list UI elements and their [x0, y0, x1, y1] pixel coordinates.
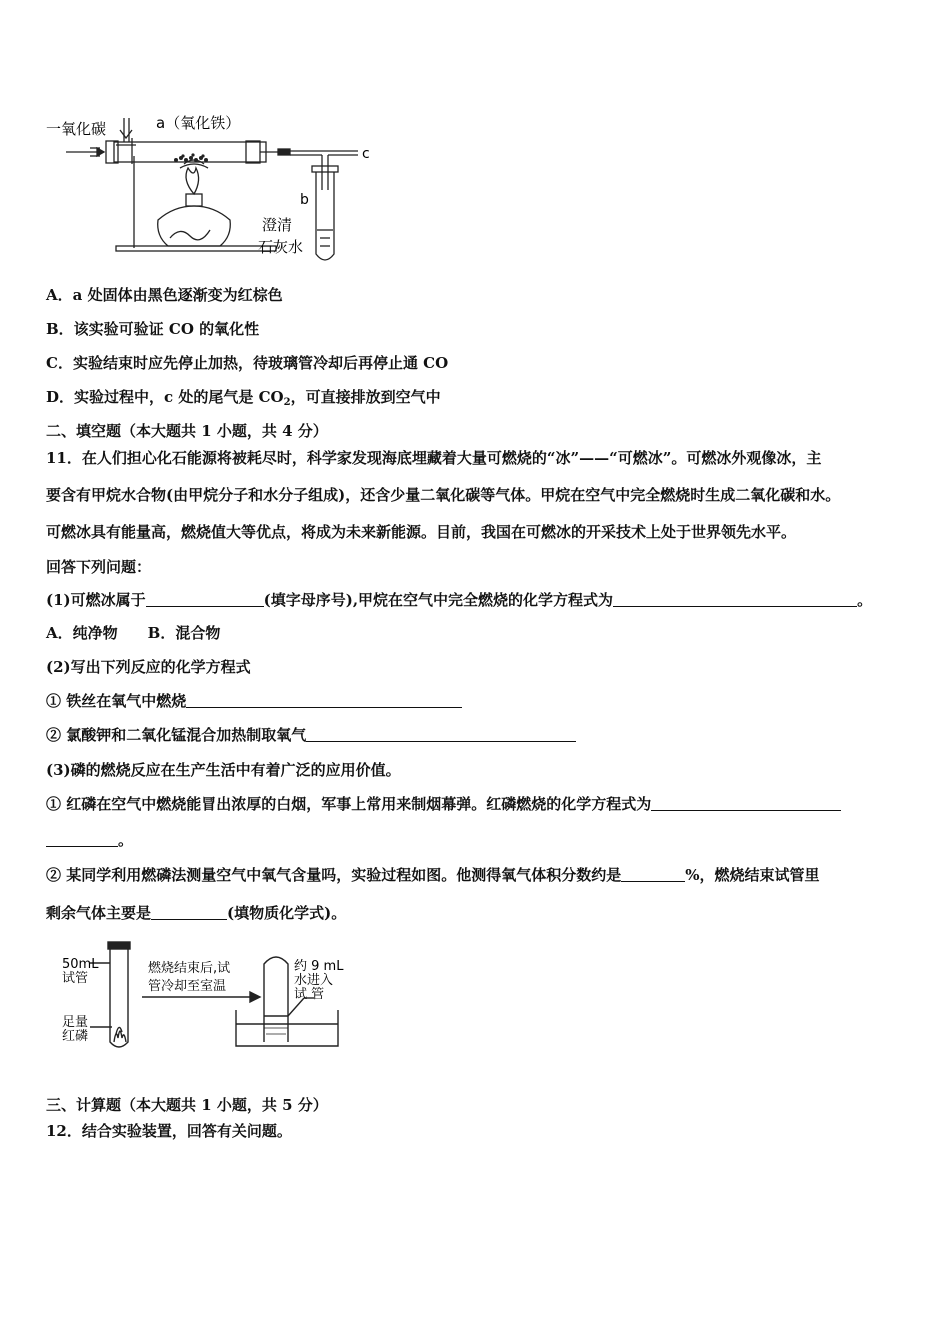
q11-q3-1-end: 。 — [118, 831, 134, 849]
limewater-label-2: 石灰水 — [258, 238, 304, 256]
water-label-3: 试 管 — [294, 987, 325, 1002]
q11-q2-item-2 — [46, 725, 576, 745]
q11-q3-2-text-c: 剩余气体主要是 — [46, 904, 152, 922]
q11-para-4: 回答下列问题： — [46, 558, 152, 576]
water-label-2: 水进入 — [294, 973, 334, 988]
answer-blank-5[interactable] — [651, 796, 841, 811]
answer-blank-5-cont[interactable] — [46, 832, 118, 847]
phosphorus-label-1: 足量 — [62, 1015, 89, 1030]
phosphorus-oxygen-figure — [60, 938, 350, 1058]
q11-q1-options — [46, 623, 220, 643]
q11-q1-prefix: (1)可燃冰属于 — [46, 591, 146, 609]
outlet-c-label: c — [362, 146, 370, 162]
q11-para-2: 要含有甲烷水合物(由甲烷分子和水分子组成)，还含少量二氧化碳等气体。甲烷在空气中完全燃烧时生成二氧化碳和水。 — [46, 486, 841, 504]
co-gas-label: 一氧化碳 — [46, 120, 107, 138]
tube-volume-label: 50mL — [62, 957, 99, 972]
q11-para-1: 11．在人们担心化石能源将被耗尽时，科学家发现海底埋藏着大量可燃烧的“冰”——“可燃冰”。可燃冰外观像冰，主 — [46, 449, 822, 467]
q11-q1-end: 。 — [857, 591, 873, 609]
q11-q3-item-2-cont — [46, 903, 346, 923]
q10-option-d-prefix: D．实验过程中，c 处的尾气是 CO — [46, 388, 284, 406]
q11-q2-1-text: ① 铁丝在氧气中燃烧 — [46, 692, 187, 710]
q11-question-3: (3)磷的燃烧反应在生产生活中有着广泛的应用价值。 — [46, 761, 401, 779]
arrow-caption-2: 管冷却至室温 — [148, 979, 227, 994]
q11-q3-item-1-cont — [46, 830, 133, 850]
q11-q3-item-2 — [46, 865, 820, 885]
q11-q1-middle: (填字母序号),甲烷在空气中完全燃烧的化学方程式为 — [263, 591, 614, 609]
answer-blank-4[interactable] — [306, 727, 576, 742]
q11-q3-2-text-a: ② 某同学利用燃磷法测量空气中氧气含量吗，实验过程如图。他测得氧气体积分数约是 — [46, 866, 622, 884]
answer-blank-2[interactable] — [613, 592, 857, 607]
section-2-title: 二、填空题（本大题共 1 小题，共 4 分） — [46, 422, 328, 440]
q11-option-a: A．纯净物 — [46, 624, 118, 642]
answer-blank-3[interactable] — [186, 693, 462, 708]
limewater-label-1: 澄清 — [262, 216, 293, 234]
co-reduction-apparatus-figure — [46, 108, 386, 268]
q11-option-b: B．混合物 — [147, 624, 221, 642]
q10-option-a: A．a 处固体由黑色逐渐变为红棕色 — [46, 286, 283, 304]
q11-q2-2-text: ② 氯酸钾和二氧化锰混合加热制取氧气 — [46, 726, 307, 744]
q11-q3-2-text-d: (填物质化学式)。 — [227, 904, 347, 922]
q11-question-2: (2)写出下列反应的化学方程式 — [46, 658, 251, 676]
q10-option-b: B．该实验可验证 CO 的氧化性 — [46, 320, 260, 338]
q10-option-d — [46, 387, 441, 413]
q11-q3-2-text-b: %，燃烧结束试管里 — [685, 866, 820, 884]
answer-blank-7[interactable] — [151, 905, 227, 920]
q12-text: 12．结合实验装置，回答有关问题。 — [46, 1122, 292, 1140]
q11-q3-item-1 — [46, 794, 841, 814]
q11-para-3: 可燃冰具有能量高，燃烧值大等优点，将成为未来新能源。目前，我国在可燃冰的开采技术上处于世界领先水平。 — [46, 523, 797, 541]
iron-oxide-label: a（氧化铁） — [156, 114, 241, 132]
arrow-caption-1: 燃烧结束后,试 — [148, 961, 231, 976]
phosphorus-label-2: 红磷 — [62, 1029, 89, 1044]
q10-option-d-sub: 2 — [283, 397, 291, 408]
answer-blank-6[interactable] — [621, 867, 685, 882]
answer-blank-1[interactable] — [146, 592, 264, 607]
q10-option-d-suffix: ，可直接排放到空气中 — [290, 388, 441, 406]
q10-option-c: C．实验结束时应先停止加热，待玻璃管冷却后再停止通 CO — [46, 354, 449, 372]
tube-b-label: b — [300, 192, 309, 208]
tube-label: 试管 — [62, 971, 89, 986]
q11-q2-item-1 — [46, 691, 462, 711]
section-3-title: 三、计算题（本大题共 1 小题，共 5 分） — [46, 1096, 328, 1114]
q11-question-1 — [46, 590, 872, 610]
water-label-1: 约 9 mL — [294, 959, 344, 974]
q11-q3-1-text: ① 红磷在空气中燃烧能冒出浓厚的白烟，军事上常用来制烟幕弹。红磷燃烧的化学方程式为 — [46, 795, 652, 813]
